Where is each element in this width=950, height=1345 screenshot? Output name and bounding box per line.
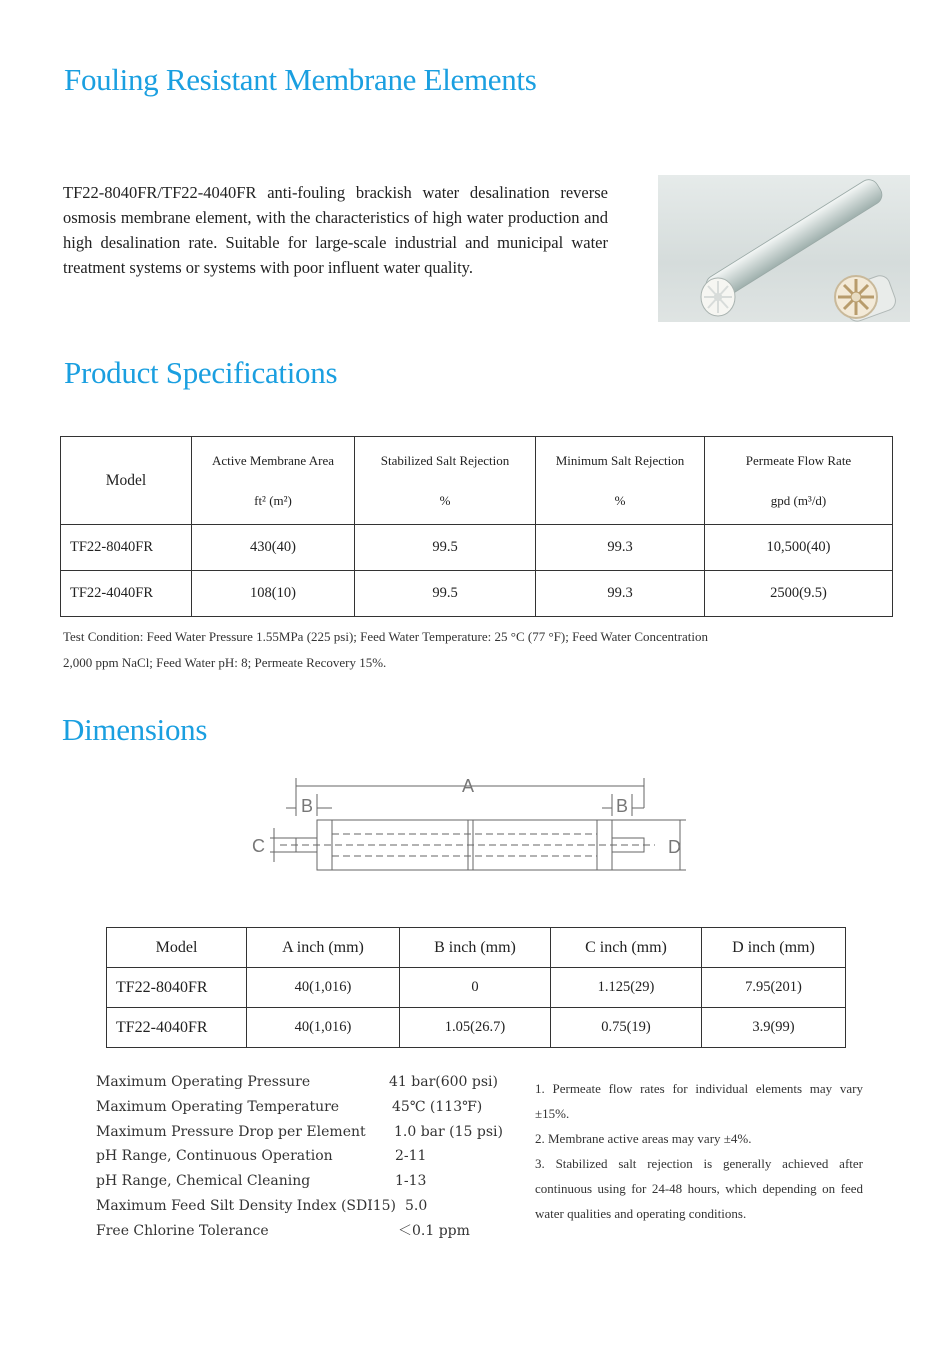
model-header: Model xyxy=(61,437,192,525)
parameter-label: Free Chlorine Tolerance xyxy=(96,1222,269,1239)
parameter-label: Maximum Operating Temperature xyxy=(96,1098,340,1115)
parameter-value: 45℃ (113℉) xyxy=(392,1098,483,1115)
table-cell: 40(1,016) xyxy=(247,1008,400,1048)
parameter-value: 5.0 xyxy=(405,1197,428,1214)
dimension-label-d: D xyxy=(668,837,681,857)
section-heading-specifications: Product Specifications xyxy=(64,355,338,390)
column-unit: gpd (m³/d) xyxy=(770,492,827,508)
parameter-row xyxy=(96,1120,516,1145)
column-header xyxy=(536,437,705,525)
table-cell: 7.95(201) xyxy=(702,968,846,1008)
column-header xyxy=(705,437,893,525)
note-item: 1. Permeate flow rates for individual elements may vary ±15%. xyxy=(535,1081,863,1121)
table-header-row xyxy=(61,437,893,525)
note-item: 3. Stabilized salt rejection is generally achieved after continuous using for 24-48 hours, which depending on feed water qualities and operating conditions. xyxy=(535,1156,863,1221)
model-cell: TF22-4040FR xyxy=(107,1008,247,1048)
table-cell: 99.5 xyxy=(355,525,536,571)
table-cell: 3.9(99) xyxy=(702,1008,846,1048)
table-cell: 1.05(26.7) xyxy=(400,1008,551,1048)
parameter-value: ＜0.1 ppm xyxy=(398,1222,470,1239)
column-header xyxy=(192,437,355,525)
page-title: Fouling Resistant Membrane Elements xyxy=(64,62,537,97)
table-cell: 10,500(40) xyxy=(705,525,893,571)
specifications-table xyxy=(60,436,893,617)
notes xyxy=(535,1076,863,1226)
note-item: 2. Membrane active areas may vary ±4%. xyxy=(535,1131,752,1146)
parameter-row xyxy=(96,1169,516,1194)
parameter-row xyxy=(96,1144,516,1169)
test-condition-line: Test Condition: Feed Water Pressure 1.55MPa (225 psi); Feed Water Temperature: 25 °C (77 °F); Feed Water Concentration xyxy=(63,629,708,644)
dimension-label-a: A xyxy=(461,776,475,796)
parameter-value: 1-13 xyxy=(395,1173,427,1190)
table-row xyxy=(61,571,893,617)
dimension-label-b-right: B xyxy=(616,796,629,816)
table-cell: 108(10) xyxy=(192,571,355,617)
parameter-value: 1.0 bar (15 psi) xyxy=(394,1123,503,1140)
column-header xyxy=(355,437,536,525)
column-unit: ft² (m²) xyxy=(254,492,292,508)
table-row xyxy=(107,968,846,1008)
table-cell: 0 xyxy=(400,968,551,1008)
parameter-row xyxy=(96,1095,516,1120)
dimension-label-b-left: B xyxy=(301,796,314,816)
test-condition xyxy=(63,624,863,676)
model-cell: TF22-8040FR xyxy=(61,525,192,571)
intro-paragraph: TF22-8040FR/TF22-4040FR anti-fouling brackish water desalination reverse osmosis membrane element, with the characteristics of high water production and high desalination rate. Suitable for large-scale industrial and municipal water treatment systems or systems with poor influent water quality. xyxy=(63,183,608,277)
table-cell: 0.75(19) xyxy=(551,1008,702,1048)
table-row xyxy=(107,1008,846,1048)
operating-parameters xyxy=(96,1070,516,1244)
parameter-row xyxy=(96,1219,516,1244)
table-cell: 430(40) xyxy=(192,525,355,571)
column-name: Permeate Flow Rate xyxy=(745,452,852,468)
column-name: Minimum Salt Rejection xyxy=(555,452,685,468)
test-condition-line: 2,000 ppm NaCl; Feed Water pH: 8; Permeate Recovery 15%. xyxy=(63,655,387,670)
parameter-label: Maximum Pressure Drop per Element xyxy=(96,1123,366,1140)
parameter-label: Maximum Operating Pressure xyxy=(96,1074,311,1090)
table-cell: 99.5 xyxy=(355,571,536,617)
column-header: C inch (mm) xyxy=(551,928,702,968)
dimension-label-c: C xyxy=(252,836,265,856)
column-name: Stabilized Salt Rejection xyxy=(380,452,510,468)
table-cell: 1.125(29) xyxy=(551,968,702,1008)
section-heading-dimensions: Dimensions xyxy=(62,712,208,747)
column-header: B inch (mm) xyxy=(400,928,551,968)
parameter-row xyxy=(96,1194,516,1219)
parameter-label: pH Range, Chemical Cleaning xyxy=(96,1173,311,1190)
parameter-label: pH Range, Continuous Operation xyxy=(96,1148,333,1165)
parameter-row xyxy=(96,1070,516,1095)
table-header-row xyxy=(107,928,846,968)
model-cell: TF22-4040FR xyxy=(61,571,192,617)
column-unit: % xyxy=(614,492,626,508)
table-cell: 99.3 xyxy=(536,571,705,617)
column-header: D inch (mm) xyxy=(702,928,846,968)
table-cell: 99.3 xyxy=(536,525,705,571)
model-cell: TF22-8040FR xyxy=(107,968,247,1008)
column-name: Active Membrane Area xyxy=(211,452,334,468)
table-row xyxy=(61,525,893,571)
parameter-label: Maximum Feed Silt Density Index (SDI15) xyxy=(96,1197,397,1214)
column-header: A inch (mm) xyxy=(247,928,400,968)
table-cell: 2500(9.5) xyxy=(705,571,893,617)
parameter-value: 2-11 xyxy=(395,1148,427,1165)
column-unit: % xyxy=(439,492,451,508)
dimension-diagram xyxy=(240,772,700,882)
dimensions-table xyxy=(106,927,846,1048)
membrane-element-photo xyxy=(658,175,910,322)
parameter-value: 41 bar(600 psi) xyxy=(389,1074,498,1090)
column-header: Model xyxy=(107,928,247,968)
table-cell: 40(1,016) xyxy=(247,968,400,1008)
